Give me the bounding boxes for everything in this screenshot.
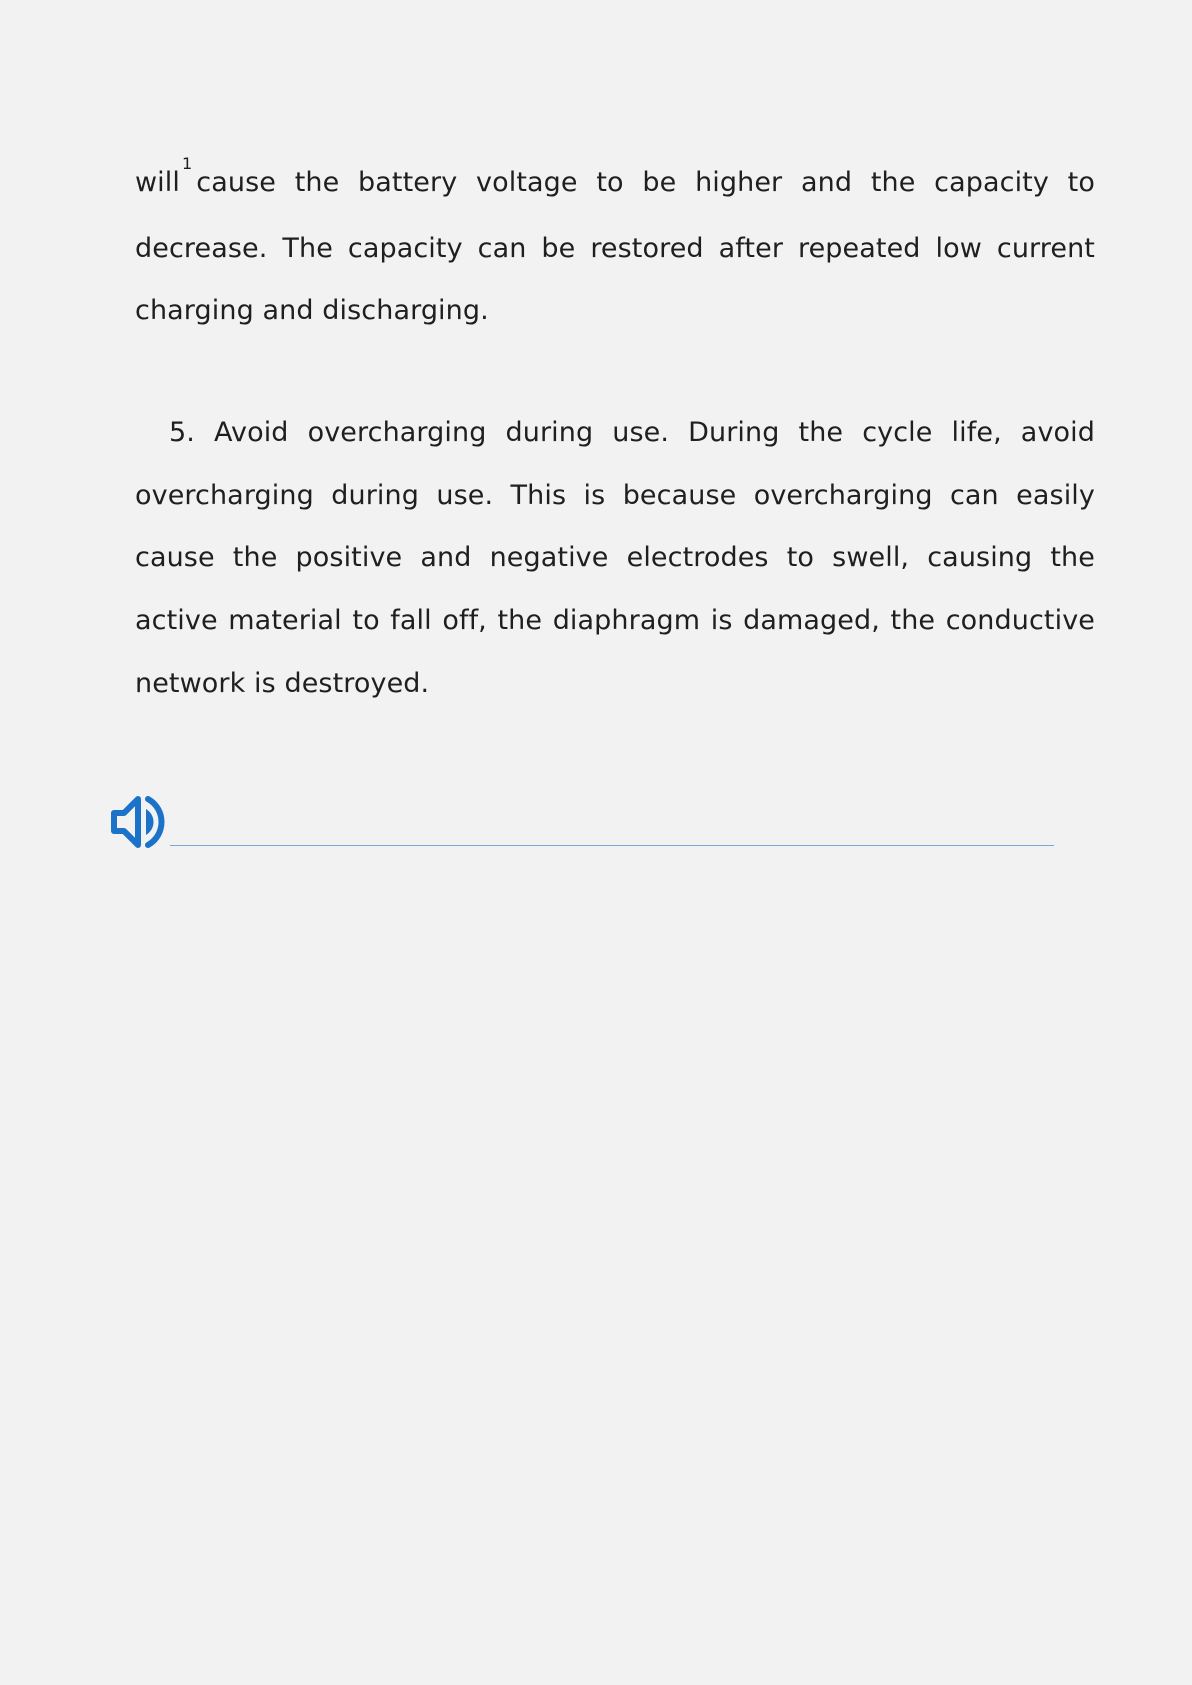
paragraph-lead-word: will [135, 167, 180, 198]
paragraph-body-text: cause the battery voltage to be higher and the capacity to decrease. The capacity can be restored after repeated low current charging and discharging. [135, 167, 1095, 327]
audio-progress-track[interactable] [170, 845, 1054, 846]
paragraph-avoid-overcharging: 5. Avoid overcharging during use. During the cycle life, avoid overcharging during use. This is because overcharging can easily cause the positive and negative electrodes to swell, causing the active material to fall off, the diaphragm is damaged, the conductive network is destroyed. [135, 417, 1095, 699]
paragraph-battery-capacity [135, 152, 1095, 343]
speaker-icon[interactable] [108, 793, 170, 851]
audio-player[interactable] [108, 793, 170, 851]
footnote-marker[interactable]: 1 [182, 154, 193, 173]
